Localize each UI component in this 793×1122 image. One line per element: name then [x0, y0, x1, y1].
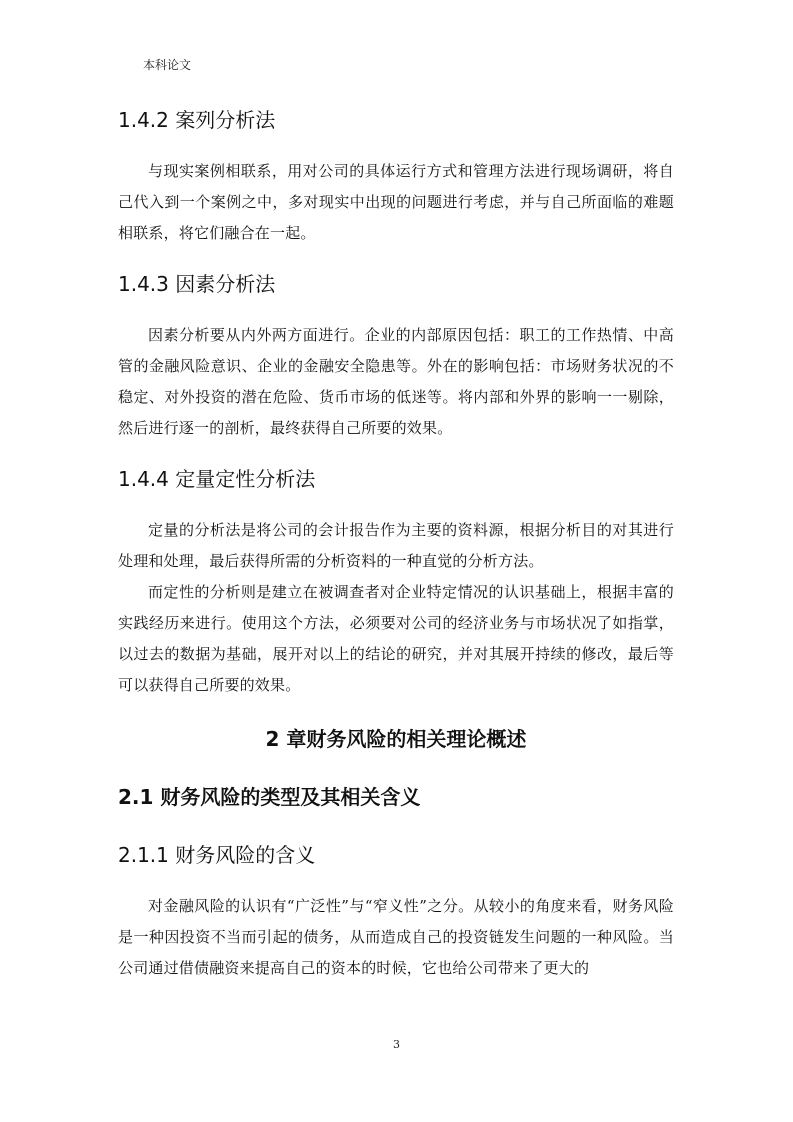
- heading-2-1: 2.1 财务风险的类型及其相关含义: [118, 785, 421, 809]
- paragraph-2-1-1: 对金融风险的认识有“广泛性”与“窄义性”之分。从较小的角度来看，财务风险是一种因投资不当而引起的债务，从而造成自己的投资链发生问题的一种风险。当公司通过借债融资来提高自己的资本的时候，它也给公司带来了更大的: [118, 897, 674, 977]
- page-number: 3: [393, 1038, 400, 1051]
- paragraph-1-4-4-b: 而定性的分析则是建立在被调查者对企业特定情况的认识基础上，根据丰富的实践经历来进行。使用这个方法，必须要对公司的经济业务与市场状况了如指掌，以过去的数据为基础，展开对以上的结论的研究，并对其展开持续的修改，最后等可以获得自己所要的效果。: [118, 583, 674, 694]
- heading-1-4-4: 1.4.4 定量定性分析法: [118, 467, 316, 491]
- header-rule: [118, 78, 674, 79]
- heading-2-1-1: 2.1.1 财务风险的含义: [118, 843, 316, 867]
- page-content: [118, 96, 674, 984]
- heading-1-4-3: 1.4.3 因素分析法: [118, 272, 276, 296]
- paragraph-1-4-2: 与现实案例相联系，用对公司的具体运行方式和管理方法进行现场调研，将自己代入到一个案例之中，多对现实中出现的问题进行考虑，并与自己所面临的难题相联系，将它们融合在一起。: [118, 162, 674, 242]
- paragraph-1-4-3: 因素分析要从内外两方面进行。企业的内部原因包括：职工的工作热情、中高管的金融风险意识、企业的金融安全隐患等。外在的影响包括：市场财务状况的不稳定、对外投资的潜在危险、货币市场的低迷等。将内部和外界的影响一一剔除，然后进行逐一的剖析，最终获得自己所要的效果。: [118, 326, 674, 437]
- chapter-2-title: 2 章财务风险的相关理论概述: [265, 727, 527, 751]
- heading-1-4-2: 1.4.2 案列分析法: [118, 108, 276, 132]
- paragraph-1-4-4-a: 定量的分析法是将公司的会计报告作为主要的资料源，根据分析目的对其进行处理和处理，最后获得所需的分析资料的一种直觉的分析方法。: [118, 521, 674, 570]
- running-header: 本科论文: [143, 58, 192, 72]
